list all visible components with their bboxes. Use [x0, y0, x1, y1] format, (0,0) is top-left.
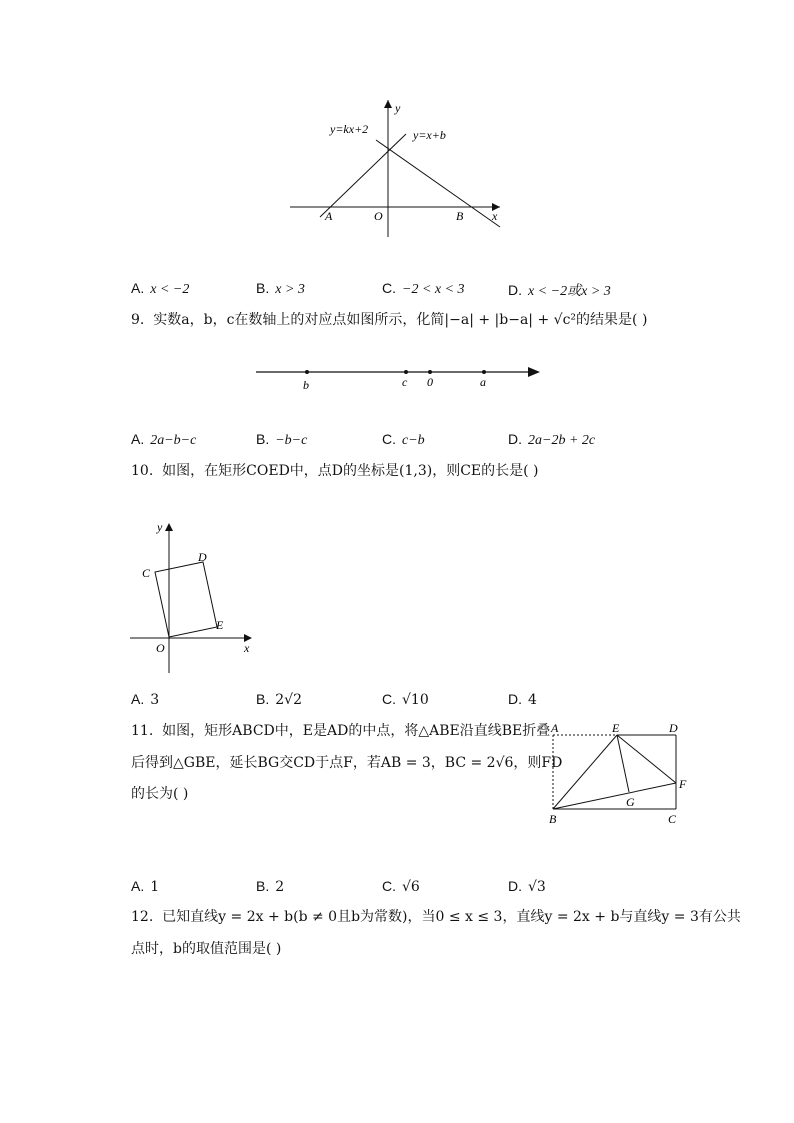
- q11-option-c[interactable]: C. √6: [382, 878, 420, 895]
- label-C: C: [668, 812, 677, 826]
- point-a: [482, 370, 486, 374]
- q10-number: 10.: [131, 463, 154, 479]
- label-B: B: [456, 209, 464, 223]
- q11-option-a[interactable]: A. 1: [131, 878, 160, 895]
- q11-line2: 后得到△GBE，延长BG交CD于点F，若AB = 3，BC = 2√6，则FD: [131, 755, 563, 771]
- q9-option-d[interactable]: D. 2a−2b + 2c: [508, 431, 596, 448]
- q11-figure: [545, 718, 695, 830]
- point-b: [305, 370, 309, 374]
- y-axis-arrow: [165, 523, 173, 531]
- label-D: D: [669, 721, 678, 735]
- q11-option-b[interactable]: B. 2: [256, 878, 285, 895]
- label-E: E: [216, 618, 224, 632]
- q12-line2: 点时，b的取值范围是( ): [131, 941, 282, 957]
- q10-option-a[interactable]: A. 3: [131, 691, 160, 708]
- q11-stem: [131, 721, 550, 741]
- q10-option-c[interactable]: C. √10: [382, 691, 429, 708]
- label-F: F: [679, 777, 687, 791]
- q12-number: 12.: [131, 909, 154, 925]
- q11-line1: 如图，矩形ABCD中，E是AD的中点，将△ABE沿直线BE折叠: [162, 723, 551, 739]
- q8-option-b[interactable]: B. x > 3: [256, 280, 305, 297]
- label-A: A: [325, 209, 333, 223]
- label-A: A: [551, 721, 559, 735]
- q9-option-b[interactable]: B. −b−c: [256, 431, 308, 448]
- q12-line1: 已知直线y = 2x + b(b ≠ 0且b为常数)，当0 ≤ x ≤ 3，直线y = 2x + b与直线y = 3有公共: [162, 909, 741, 925]
- rectangle-coed: [155, 562, 217, 637]
- label-D: D: [198, 550, 207, 564]
- label-C: C: [142, 566, 151, 580]
- label-O: O: [156, 641, 165, 655]
- q12-stem: [131, 907, 741, 927]
- q9-number-line: [250, 360, 550, 394]
- label-O: O: [374, 209, 383, 223]
- y-axis-arrow: [384, 100, 392, 108]
- q11-number: 11.: [131, 723, 154, 739]
- q10-stem: [131, 461, 539, 481]
- q8-option-a[interactable]: A. x < −2: [131, 280, 190, 297]
- label-c: c: [402, 375, 408, 389]
- line-kx-plus-2: [320, 134, 406, 217]
- point-zero: [428, 370, 432, 374]
- label-x: x: [492, 209, 498, 223]
- q10-option-b[interactable]: B. 2√2: [256, 691, 302, 708]
- q9-stem: [131, 310, 647, 330]
- q10-text: 如图，在矩形COED中，点D的坐标是(1,3)，则CE的长是( ): [162, 463, 539, 479]
- q11-line3: 的长为( ): [131, 786, 189, 802]
- q9-option-a[interactable]: A. 2a−b−c: [131, 431, 197, 448]
- label-line1: y=kx+2: [330, 122, 369, 136]
- q11-option-d[interactable]: D. √3: [508, 878, 546, 895]
- q8-graph: [280, 92, 510, 242]
- label-G: G: [626, 795, 635, 809]
- label-y: y: [157, 520, 163, 534]
- q10-graph: [125, 515, 265, 680]
- label-line2: y=x+b: [413, 128, 446, 142]
- label-zero: 0: [427, 375, 433, 389]
- q8-option-c[interactable]: C. −2 < x < 3: [382, 280, 465, 297]
- point-c: [404, 370, 408, 374]
- q8-option-d[interactable]: D. x < −2或x > 3: [508, 282, 611, 299]
- q9-number: 9.: [131, 312, 145, 328]
- label-x: x: [244, 641, 250, 655]
- q9-option-c[interactable]: C. c−b: [382, 431, 425, 448]
- label-b: b: [303, 378, 309, 392]
- label-a: a: [480, 375, 486, 389]
- segment-ce: [155, 572, 217, 627]
- number-line-arrow: [528, 367, 540, 377]
- q10-option-d[interactable]: D. 4: [508, 691, 537, 708]
- q9-text: 实数a，b，c在数轴上的对应点如图所示，化简|−a| + |b−a| + √c²的结果是( ): [153, 312, 648, 328]
- line-x-plus-b: [376, 140, 500, 227]
- label-E: E: [612, 721, 620, 735]
- label-B: B: [549, 812, 557, 826]
- segment-bf: [553, 783, 676, 809]
- label-y: y: [395, 101, 401, 115]
